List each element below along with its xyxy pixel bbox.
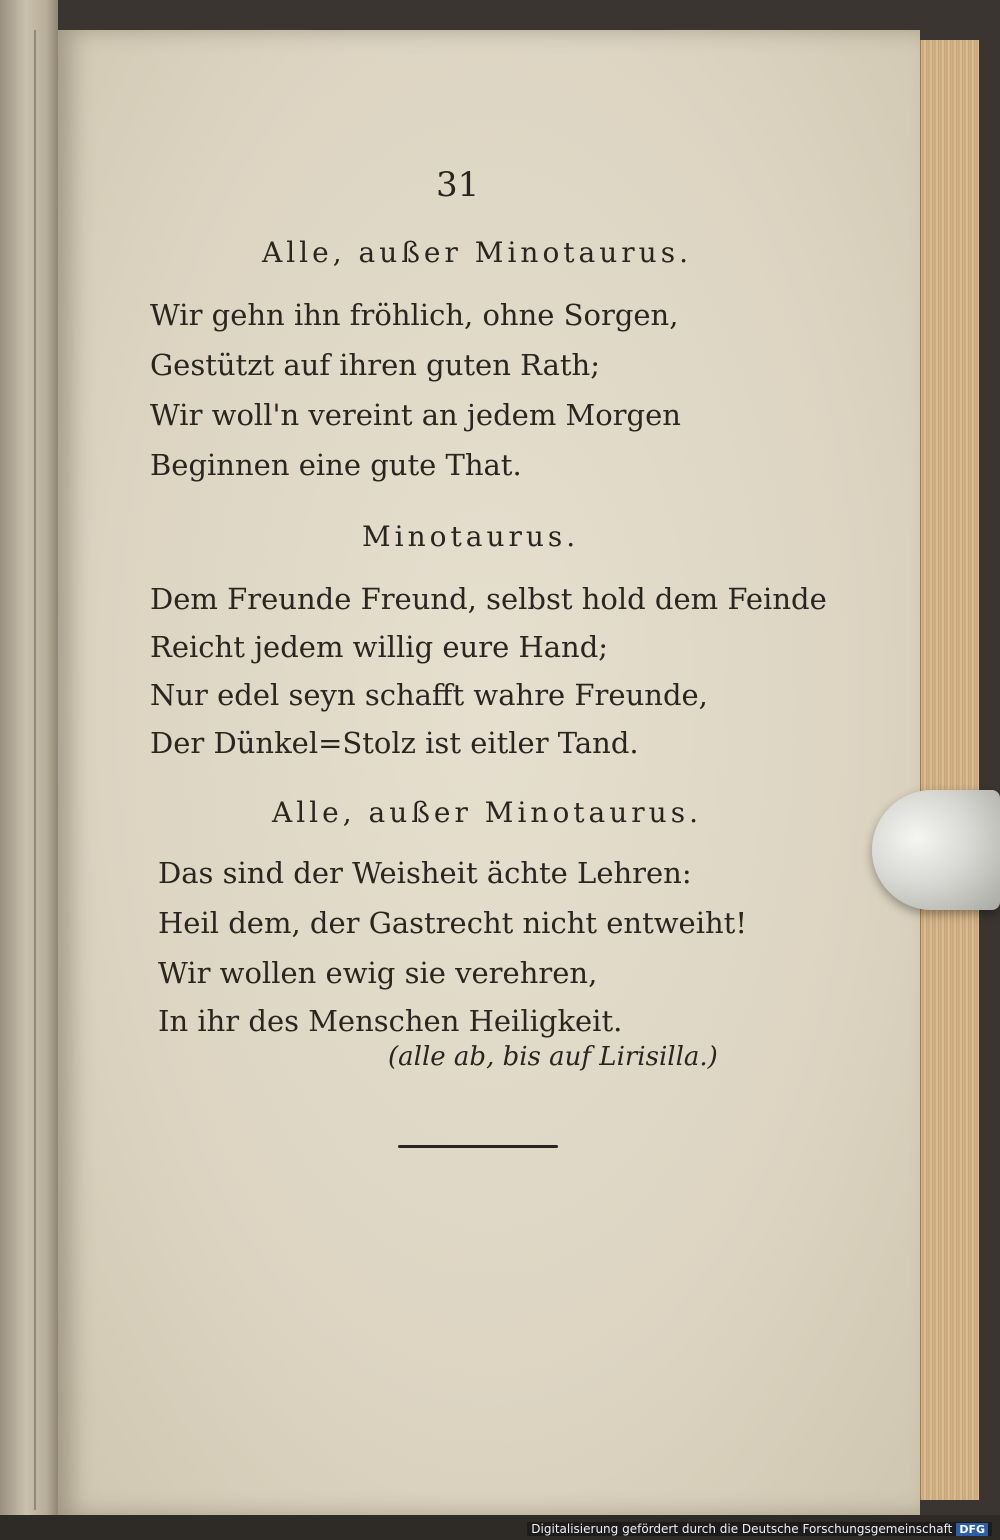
verse-line: Das sind der Weisheit ächte Lehren: xyxy=(158,856,692,890)
verse-line: Gestützt auf ihren guten Rath; xyxy=(150,348,600,382)
verse-line: Wir gehn ihn fröhlich, ohne Sorgen, xyxy=(150,298,679,332)
verse-line: Dem Freunde Freund, selbst hold dem Feinde xyxy=(150,582,827,616)
verse-line: Wir woll'n vereint an jedem Morgen xyxy=(150,398,681,432)
left-page-fold xyxy=(34,30,36,1510)
verse-line: In ihr des Menschen Heiligkeit. xyxy=(158,1004,623,1038)
verse-line: Wir wollen ewig sie verehren, xyxy=(158,956,598,990)
page-stack-edge xyxy=(920,40,979,1500)
credit-text: Digitalisierung gefördert durch die Deutsche Forschungsgemeinschaft xyxy=(531,1522,953,1536)
left-page-edge xyxy=(0,0,58,1540)
page-number: 31 xyxy=(436,165,480,205)
verse-line: Heil dem, der Gastrecht nicht entweiht! xyxy=(158,906,747,940)
section-heading-2: Minotaurus. xyxy=(362,520,580,553)
section-heading-1: Alle, außer Minotaurus. xyxy=(262,236,692,269)
digitization-credit xyxy=(527,1522,992,1536)
verse-line: Reicht jedem willig eure Hand; xyxy=(150,630,609,664)
dfg-logo: DFG xyxy=(956,1523,988,1536)
verse-line: Beginnen eine gute That. xyxy=(150,448,522,482)
page-clip xyxy=(872,790,1000,910)
stage-direction: (alle ab, bis auf Lirisilla.) xyxy=(388,1042,718,1072)
verse-line: Der Dünkel=Stolz ist eitler Tand. xyxy=(150,726,639,760)
verse-line: Nur edel seyn schafft wahre Freunde, xyxy=(150,678,708,712)
end-rule xyxy=(398,1145,558,1148)
section-heading-3: Alle, außer Minotaurus. xyxy=(272,796,702,829)
